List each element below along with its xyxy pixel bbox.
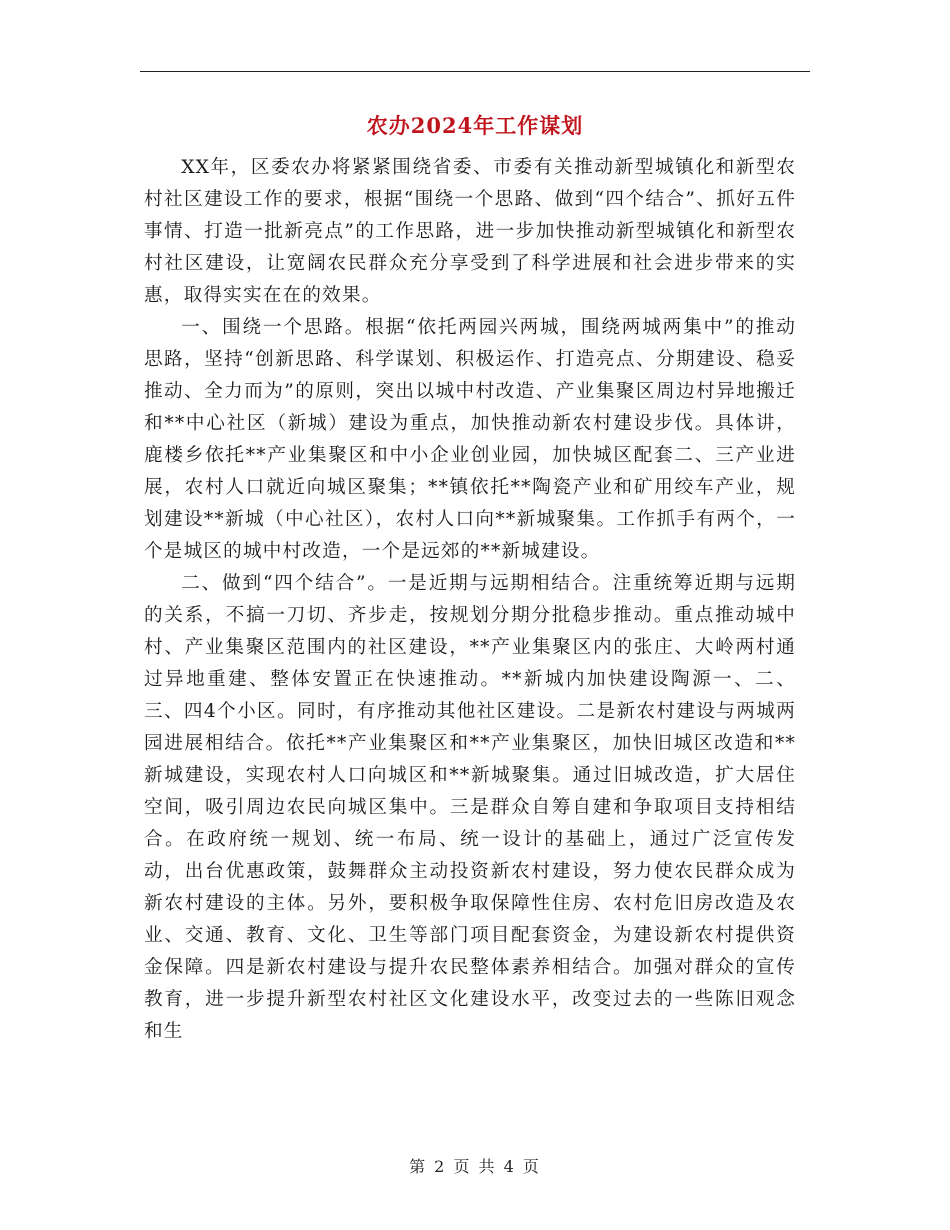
document-title: 农办2024年工作谋划 xyxy=(366,113,584,138)
paragraph-section-2: 二、做到“四个结合”。一是近期与远期相结合。注重统筹近期与远期的关系，不搞一刀切、齐步走，按规划分期分批稳步推动。重点推动城中村、产业集聚区范围内的社区建设，**产业集聚区内的张庄、大岭两村通过异地重建、整体安置正在快速推动。**新城内加快建设陶源一、二、三、四4个小区。同时，有序推动其他社区建设。二是新农村建设与两城两园进展相结合。依托**产业集聚区和**产业集聚区，加快旧城区改造和**新城建设，实现农村人口向城区和**新城聚集。通过旧城改造，扩大居住空间，吸引周边农民向城区集中。三是群众自筹自建和争取项目支持相结合。在政府统一规划、统一布局、统一设计的基础上，通过广泛宣传发动，出台优惠政策，鼓舞群众主动投资新农村建设，努力使农民群众成为新农村建设的主体。另外，要积极争取保障性住房、农村危旧房改造及农业、交通、教育、文化、卫生等部门项目配套资金，为建设新农村提供资金保障。四是新农村建设与提升农民整体素养相结合。加强对群众的宣传教育，进一步提升新型农村社区文化建设水平，改变过去的一些陈旧观念和生 xyxy=(144,573,796,1042)
paragraph-intro: XX年，区委农办将紧紧围绕省委、市委有关推动新型城镇化和新型农村社区建设工作的要求，根据“围绕一个思路、做到“四个结合”、抓好五件事情、打造一批新亮点”的工作思路，进一步加快推动新型城镇化和新型农村社区建设，让宽阔农民群众充分享受到了科学进展和社会进步带来的实惠，取得实实在在的效果。 xyxy=(144,157,796,306)
header-rule xyxy=(140,71,810,72)
paragraph-section-1: 一、围绕一个思路。根据“依托两园兴两城，围绕两城两集中”的推动思路，坚持“创新思路、科学谋划、积极运作、打造亮点、分期建设、稳妥推动、全力而为”的原则，突出以城中村改造、产业集聚区周边村异地搬迁和**中心社区（新城）建设为重点，加快推动新农村建设步伐。具体讲，鹿楼乡依托**产业集聚区和中小企业创业园，加快城区配套二、三产业进展，农村人口就近向城区聚集；**镇依托**陶瓷产业和矿用绞车产业，规划建设**新城（中心社区），农村人口向**新城聚集。工作抓手有两个，一个是城区的城中村改造，一个是远郊的**新城建设。 xyxy=(144,317,796,562)
document-body xyxy=(144,152,796,1048)
page-footer: 第 2 页 共 4 页 xyxy=(409,1157,541,1176)
